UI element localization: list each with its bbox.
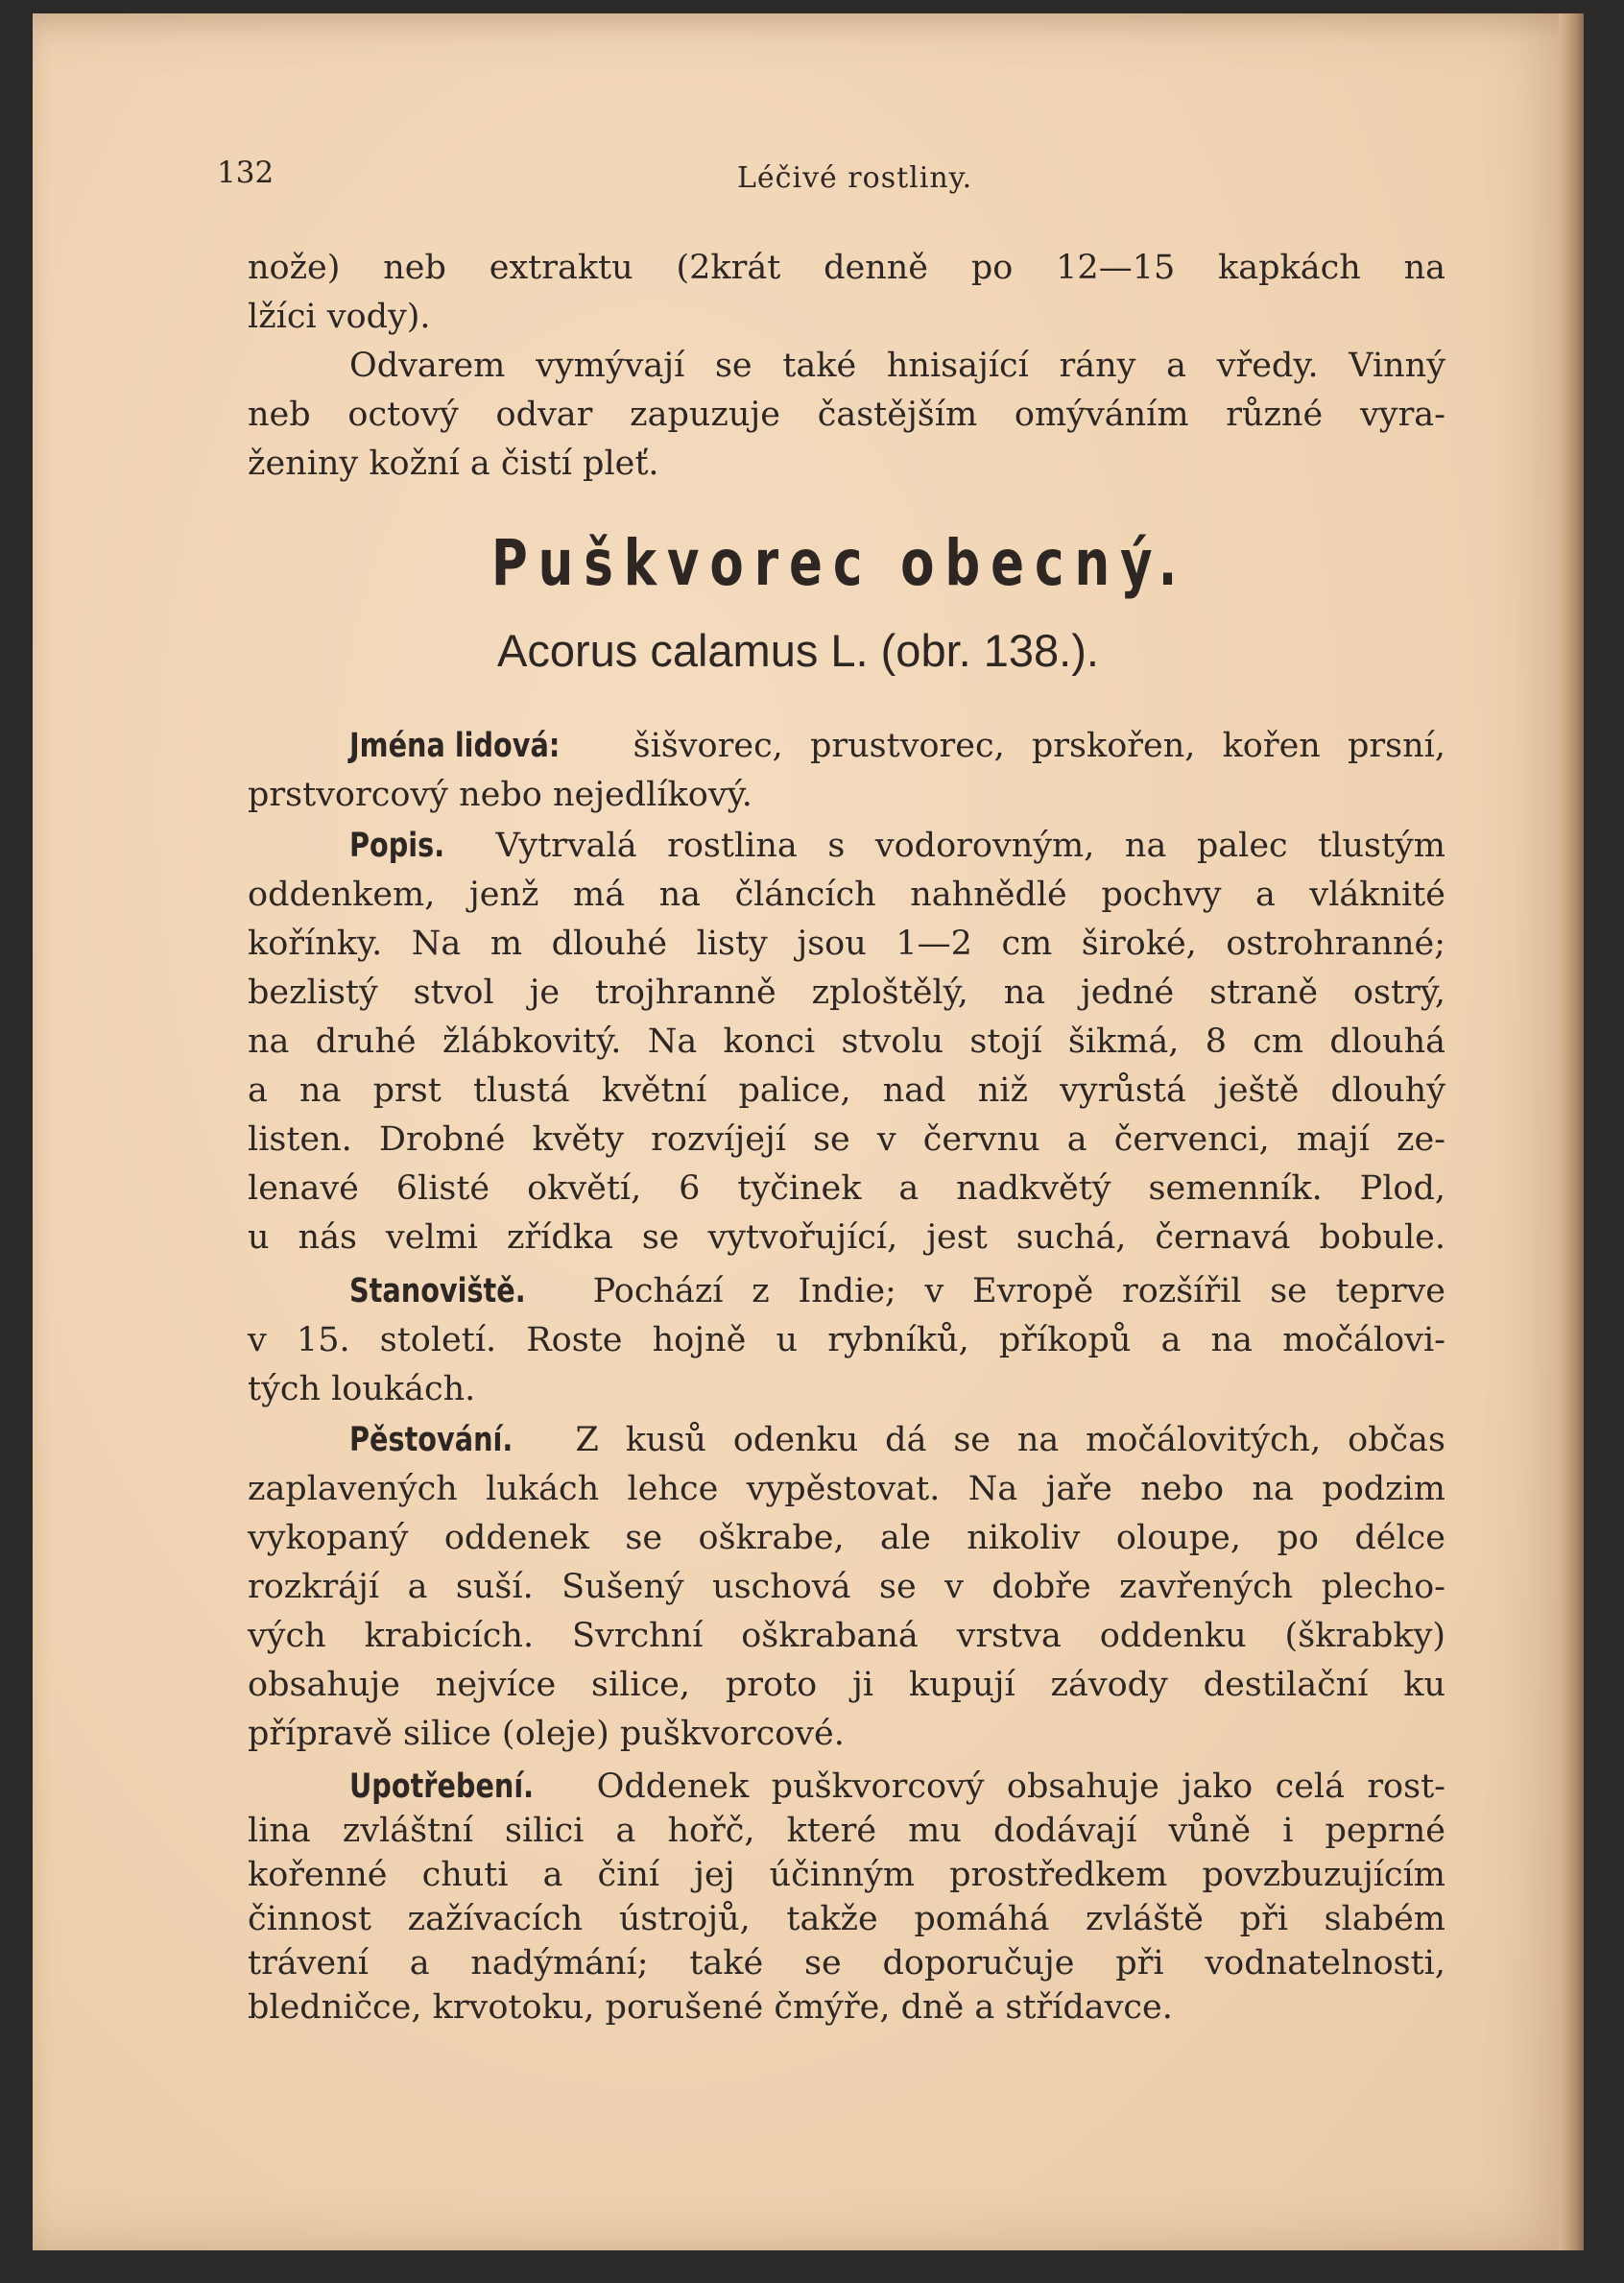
page-number: 132 xyxy=(217,156,275,190)
cultivation-paragraph xyxy=(248,1416,1445,1759)
text-line: rozkrájí a suší. Sušený uschová se v dobře zavřených plecho- xyxy=(248,1568,1445,1606)
text-line: prstvorcový nebo nejedlíkový. xyxy=(248,776,752,814)
page-edge-shadow xyxy=(1559,13,1584,2250)
description-paragraph xyxy=(248,822,1445,1262)
text-line: Odvarem vymývají se také hnisající rány a vředy. Vinný xyxy=(349,347,1445,385)
text-line: činnost zažívacích ústrojů, takže pomáhá zvláště při slabém xyxy=(248,1900,1445,1938)
text-line: ženiny kožní a čistí pleť. xyxy=(248,445,659,483)
text-line: vých krabicích. Svrchní oškrabaná vrstva oddenku (škrabky) xyxy=(248,1617,1445,1655)
cultivation-label: Pěstování. xyxy=(349,1421,513,1459)
intro-paragraph xyxy=(248,244,1445,489)
text-line: listen. Drobné květy rozvíjejí se v červnu a červenci, mají ze- xyxy=(248,1120,1445,1159)
text-line: trávení a nadýmání; také se doporučuje při vodnatelnosti, xyxy=(248,1944,1445,1983)
text-line: kořínky. Na m dlouhé listy jsou 1—2 cm široké, ostrohranné; xyxy=(248,925,1445,963)
usage-label: Upotřebení. xyxy=(349,1767,535,1806)
text-line: na druhé žlábkovitý. Na konci stvolu stojí šikmá, 8 cm dlouhá xyxy=(248,1022,1445,1061)
text-line: vykopaný oddenek se oškrabe, ale nikoliv oloupe, po délce xyxy=(248,1519,1445,1557)
habitat-paragraph xyxy=(248,1267,1445,1414)
text-line: přípravě silice (oleje) puškvorcové. xyxy=(248,1715,845,1753)
names-label: Jména lidová: xyxy=(349,727,561,765)
names-paragraph xyxy=(248,722,1445,820)
description-label: Popis. xyxy=(349,827,445,865)
text-line: obsahuje nejvíce silice, proto ji kupují závody destilační ku xyxy=(248,1666,1445,1704)
text-line: Popis. Vytrvalá rostlina s vodorovným, na palec tlustým xyxy=(248,822,1445,871)
text-line: u nás velmi zřídka se vytvořující, jest suchá, černavá bobule. xyxy=(248,1218,1445,1257)
text-line: Jména lidová: šišvorec, prustvorec, prskořen, kořen prsní, xyxy=(248,722,1445,771)
text-line: zaplavených lukách lehce vypěstovat. Na jaře nebo na podzim xyxy=(248,1470,1445,1508)
running-title: Léčivé rostliny. xyxy=(737,161,973,195)
text-line: Pěstování. Z kusů odenku dá se na močálovitých, občas xyxy=(248,1416,1445,1465)
text-line: bezlistý stvol je trojhranně zploštělý, na jedné straně ostrý, xyxy=(248,973,1445,1012)
text-line: v 15. století. Roste hojně u rybníků, příkopů a na močálovi- xyxy=(248,1321,1445,1359)
text-line: oddenkem, jenž má na článcích nahnědlé pochvy a vláknité xyxy=(248,876,1445,914)
text-line: lina zvláštní silici a hořč, které mu dodávají vůně i peprné xyxy=(248,1812,1445,1850)
text-line: tých loukách. xyxy=(248,1370,476,1408)
habitat-label: Stanoviště. xyxy=(349,1272,526,1310)
text-line: neb octový odvar zapuzuje častějším omýváním různé vyra- xyxy=(248,396,1445,434)
text-line: Upotřebení. Oddenek puškvorcový obsahuje jako celá rost- xyxy=(248,1765,1445,1809)
text-line: a na prst tlustá květní palice, nad niž vyrůstá ještě dlouhý xyxy=(248,1071,1445,1110)
usage-paragraph xyxy=(248,1765,1445,2030)
text-line: lenavé 6listé okvětí, 6 tyčinek a nadkvětý semenník. Plod, xyxy=(248,1169,1445,1208)
section-subtitle: Acorus calamus L. (obr. 138.). xyxy=(497,625,1099,676)
text-line: lžíci vody). xyxy=(248,298,431,336)
section-title: Puškvorec obecný. xyxy=(491,526,1188,600)
text-line: Stanoviště. Pochází z Indie; v Evropě rozšířil se teprve xyxy=(248,1267,1445,1316)
text-line: bledničce, krvotoku, porušené čmýře, dně a střídavce. xyxy=(248,1988,1173,2027)
text-line: nože) neb extraktu (2krát denně po 12—15 kapkách na xyxy=(248,249,1445,287)
text-line: kořenné chuti a činí jej účinným prostředkem povzbuzujícím xyxy=(248,1856,1445,1894)
